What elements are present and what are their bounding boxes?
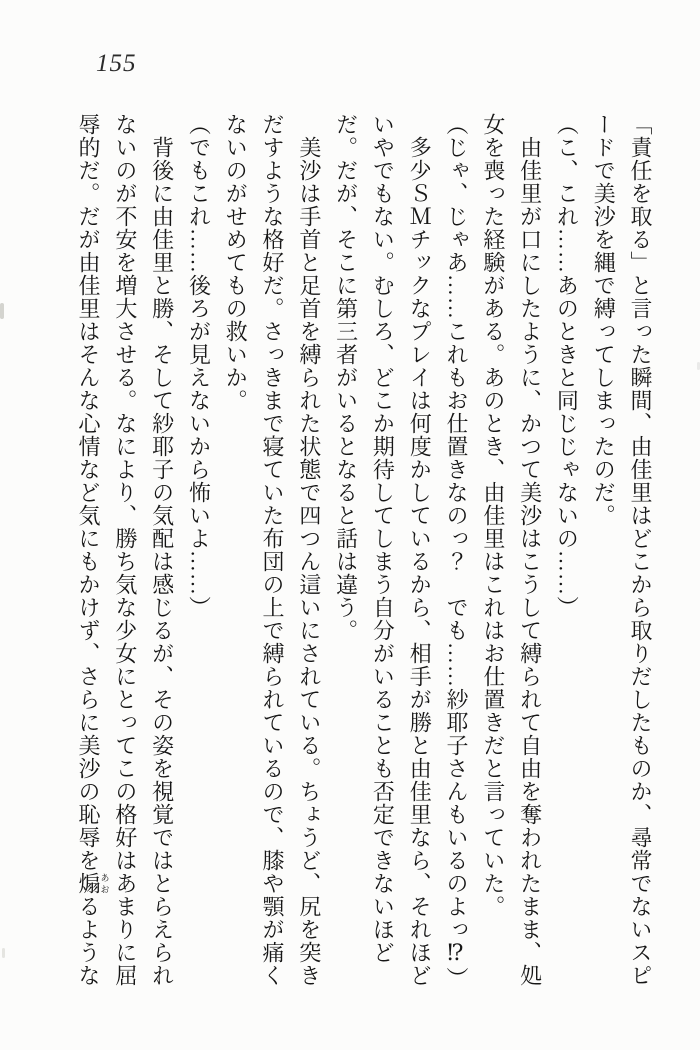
paragraph-text: るような bbox=[76, 895, 102, 987]
scan-speck bbox=[2, 948, 5, 958]
paragraph: 「責任を取る」と言った瞬間、由佳里はどこから取りだしたものか、尋常でないスピードで美沙を縄で縛ってしまったのだ。 bbox=[591, 113, 653, 987]
paragraph: （じゃ、じゃあ……これもお仕置きなのっ？ でも……紗耶子さんもいるのよっ⁉） bbox=[444, 113, 470, 990]
paragraph: （でもこれ……後ろが見えないから怖いよ……） bbox=[186, 113, 212, 619]
paragraph: 由佳里が口にしたように、かつて美沙はこうして縛られて自由を奪われたまま、処女を喪った経験がある。あのとき、由佳里はこれはお仕置きだと言っていた。 bbox=[480, 113, 543, 987]
paragraph: （こ、これ……あのときと同じじゃないの……） bbox=[554, 113, 580, 619]
ruby-text: あお bbox=[99, 872, 110, 895]
page-number: 155 bbox=[96, 50, 137, 77]
vertical-text-block bbox=[69, 113, 658, 991]
furigana-ruby bbox=[76, 872, 110, 895]
scan-speck bbox=[0, 303, 4, 319]
paragraph bbox=[69, 113, 179, 991]
paragraph: 美沙は手首と足首を縛られた状態で四つん這いにされている。ちょうど、尻を突きだすような格好だ。さっきまで寝ていた布団の上で縛られているので、膝や顎が痛くないのがせめてもの救いか。 bbox=[223, 113, 322, 987]
paragraph: 多少ＳＭチックなプレイは何度かしているから、相手が勝と由佳里なら、それほどいやでもない。むしろ、どこか期待してしまう自分がいることも否定できないほどだ。だが、そこに第三者がいるとなると話は違う。 bbox=[333, 113, 433, 987]
paragraph-text: 背後に由佳里と勝、そして紗耶子の気配は感じるが、その姿を視覚ではとらえられないのが不安を増大させる。なにより、勝ち気な少女にとってこの格好はあまりに屈辱的だ。だが由佳里はそんな心情など気にもかけず、さらに美沙の恥辱を bbox=[76, 113, 175, 987]
ruby-base: 煽 bbox=[76, 872, 102, 895]
